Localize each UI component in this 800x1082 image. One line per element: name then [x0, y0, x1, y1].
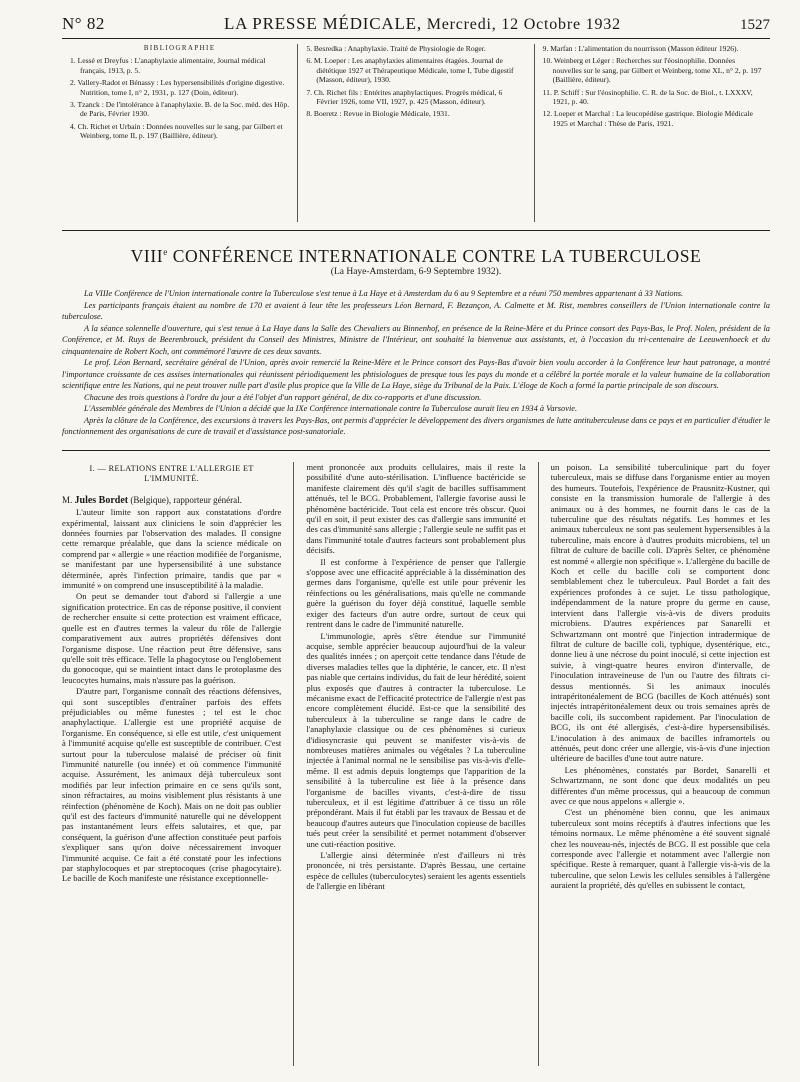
bibliography-entry: 1. Lessé et Dreyfus : L'anaphylaxie alimentaire, Journal médical français, 1913, p. 5. [70, 56, 266, 75]
section-rule-top [62, 230, 770, 231]
conference-title-text: CONFÉRENCE INTERNATIONALE CONTRE LA TUBERCULOSE [167, 246, 702, 266]
issue-date: Mercredi, 12 Octobre 1932 [426, 16, 621, 33]
page-header [62, 14, 770, 36]
bibliography-entry: 10. Weinberg et Léger : Recherches sur l'éosinophilie. Données nouvelles sur le sang, par Gilbert et Weinberg, tome XL, n° 2, p. 197 (Baillière, éditeur). [542, 56, 762, 85]
conference-intro [62, 288, 770, 438]
author-line [62, 495, 281, 506]
header-rule [62, 38, 770, 39]
article-body [62, 462, 770, 1066]
column-divider [293, 462, 294, 1066]
conference-subtitle: (La Haye-Amsterdam, 6-9 Septembre 1932). [330, 267, 502, 277]
bibliography-entry: 4. Ch. Richet et Urbain : Données nouvelles sur le sang, par Gilbert et Weinberg, tome II, p. 197 (Baillière, éditeur). [70, 121, 283, 141]
article-paragraph: L'auteur limite son rapport aux constatations d'ordre expérimental, laissant aux cliniciens le soin d'apprécier les données fournies par l'observation des malades. Il consigne cette remarque préalable, que dans la science médicale on comprend par « allergie » une réaction modifiée de l'organisme, se manifestant par une hypersensibilité à une substance déterminée, après l'infection primaire, tandis que par « immunité » on comprend une insusceptibilité à la maladie. [62, 507, 282, 591]
author-suffix: (Belgique), rapporteur général. [128, 494, 242, 505]
page-number: 1527 [740, 17, 770, 33]
bibliography-entry: 9. Marfan : L'alimentation du nourrisson (Masson éditeur 1926). [542, 44, 739, 53]
issue-number: N° 82 [62, 14, 105, 33]
section-heading: I. — RELATIONS ENTRE L'ALLERGIE ET L'IMMUNITÉ. [89, 464, 254, 484]
article-column-1 [62, 462, 281, 1066]
bibliography-heading: BIBLIOGRAPHIE [143, 45, 216, 52]
article-column-3 [551, 462, 770, 1066]
bibliography-entry: 12. Loeper et Marchal : La leucopédèse gastrique. Biologie Médicale 1925 et Marchal : Thèse de Paris, 1921. [542, 109, 753, 128]
bibliography-entry: 5. Besredka : Anaphylaxie. Traité de Physiologie de Roger. [306, 44, 486, 53]
bibliography-entry: 7. Ch. Richet fils : Entérites anaphylactiques. Progrès médical, 6 Février 1926, tome VII, 1927, p. 425 (Masson, éditeur). [306, 87, 503, 107]
bibliography-entry: 3. Tzanck : De l'intolérance à l'anaphylaxie. B. de la Soc. méd. des Hôp. de Paris, Février 1930. [70, 100, 290, 119]
conference-title-sup: e [163, 247, 168, 258]
intro-paragraph: A la séance solennelle d'ouverture, qui s'est tenue à La Haye dans la Salle des Chevaliers au Binnenhof, en présence de la Reine-Mère et du Prince consort des Pays-Bas, le Prof. Nolen, président de la Conférence, et M. Ruys de Beerenbrouck, président du Conseil des Ministres, Ministre de l'Intérieur, ont souhaité la bienvenue aux assistants, et, à l'occasion du tri-centenaire de Leeuwenhoeck et du cinquantenaire de Robert Koch, ont commémoré l'œuvre de ces deux savants. [62, 323, 770, 356]
article-paragraph: un poison. La sensibilité tuberculinique part du foyer tuberculeux, mais se diffuse dans l'organisme entier au moyen des humeurs. Toutefois, l'expérience de Prausnitz-Kustner, qui consiste en la transmission humorale de l'allergie à des animaux ou à des hommes, ne fournit dans le cas de la tuberculine que des résultats négatifs. Les hommes et les animaux tuberculeux ne sont pas seulement hypersensibles à la tuberculine, mais encore à d'autres produits microbiens, tel un filtrat de culture de bacille coli. D'après Selter, ce phénomène est nommé « allergie non spécifique ». L'allergène du bacille de Koch et celle du bacille coli se comportent donc semblablement chez le tuberculeux. Paul Bordet a fait des expériences profondes à ce sujet. Le tissu pathologique, indépendamment de la nature propre du germe en cause, intervient dans l'allergie vis-à-vis de divers produits microbiens. D'autres expériences par Sanarelli et Schwartzmann ont montré que l'injection intradermique de filtrat de culture de bacille coli, typhique, dysentérique, etc., donne lieu à une nécrose du point inoculé, si cette injection est suivie, à vingt-quatre heures environ d'intervalle, de l'inoculation intraveineuse de l'un ou l'autre des filtrats ci-dessus mentionnés. Si les animaux inoculés intrapéritonéalement de BCG (bacilles de Koch atténués) sont injectés intrapéritonéalement deux ou trois semaines après de bacille coli, ils succombent rapidement. Par l'inoculation de BCG, ils ont été allergisés, c'est-à-dire hypersensibilisés. L'inoculation à des animaux de bacilles inframortels ou atténués, peut donc créer une allergie, vis-à-vis d'une injection ultérieure de bacilles d'une tout autre nature. [550, 462, 770, 764]
intro-paragraph: L'Assemblée générale des Membres de l'Union a décidé que la IXe Conférence internationale contre la Tuberculose aurait lieu en 1934 à Varsovie. [84, 404, 578, 413]
intro-paragraph: La VIIIe Conférence de l'Union internationale contre la Tuberculose s'est tenue à La Haye et à Amsterdam du 6 au 9 Septembre et a réuni 750 membres appartenant à 33 Nations. [84, 289, 684, 298]
article-paragraph: Les phénomènes, constatés par Bordet, Sanarelli et Schwartzmann, ne sont donc que deux modalités un peu différentes d'un même processus, qui a beaucoup de commun avec ce que nous appelons « allergie ». [550, 764, 770, 806]
bibliography [62, 44, 770, 222]
article-paragraph: L'allergie ainsi déterminée n'est d'ailleurs ni très prononcée, ni très persistante. D'après Bessau, une certaine espèce de cellules (tuberculocytes) seraient les agents essentiels de l'allergie en libérant [306, 850, 526, 892]
article-paragraph: C'est un phénomène bien connu, que les animaux tuberculeux sont moins réceptifs à d'autres infections que les témoins normaux. Le même phénomène a été souvent signalé chez les nouveau-nés, injectés de BCG. Il est possible que cela corresponde avec l'allergie et notamment avec l'allergie non spécifique. Reste à remarquer, quant à l'allergie vis-à-vis de la tuberculine, que selon Lewis les cellules sensibles à l'allergène auraient la propriété, dès qu'elles en subissent le contact, [550, 807, 770, 891]
article-paragraph: D'autre part, l'organisme connaît des réactions défensives, qui sont susceptibles d'entraîner parfois des effets préjudiciables ou même funestes ; tel est le choc anaphylactique. L'allergie est une propriété acquise de l'organisme. En conséquence, si elle est utile, c'est uniquement à l'immunité acquise qu'elle est susceptible de contribuer. C'est surtout pour la tuberculose malaisé de préciser où finit l'immunité naturelle (ou innée) et où commence l'immunité acquise. Assurément, les animaux déjà tuberculeux sont modifiés par leur infection primaire en ce sens qu'ils sont, sinon réfractaires, au moins visiblement plus résistants à une réinfection (phénomène de Koch). Mais on ne doit pas oublier qu'il est des facteurs d'immunité naturelle qui ne développent pas instantanément leurs effets salutaires, et que, par conséquent, la guérison d'une affection constituée peut parfois s'expliquer sans qu'on doive nécessairement invoquer l'immunité acquise. Ce fait a été constaté pour les infections par staphylocoques et par streptocoques (crise phagocytaire). Le bacille de Koch manifeste une résistance exceptionnelle- [62, 686, 282, 884]
conference-title-prefix: VIII [130, 246, 164, 266]
section-rule-bottom [62, 450, 770, 451]
article-paragraph: Il est conforme à l'expérience de penser que l'allergie s'oppose avec une efficacité appréciable à la dissémination des germes dans l'organisme, qu'elle est utile pour prévenir les réinfections ou les généralisations, mais qu'elle ne commande guère la guérison du foyer déjà constitué, laquelle semble exiger des facteurs d'un autre ordre, surtout de ceux qui rentrent dans le cadre de l'immunité naturelle. [306, 556, 526, 630]
bibliography-entry: 11. P. Schiff : Sur l'éosinophilie. C. R. de la Soc. de Biol., t. LXXXV, 1921, p. 40. [542, 87, 753, 107]
bibliography-entry: 2. Vallery-Radot et Bénassy : Les hypersensibilités d'origine digestive. Nutrition, tome I, n° 2, 1931, p. 127 (Doin, éditeur). [70, 78, 285, 97]
intro-paragraph: Chacune des trois questions à l'ordre du jour a été l'objet d'un rapport général, de dix co-rapports et d'une discussion. [84, 392, 482, 402]
article-paragraph: ment prononcée aux produits cellulaires, mais il reste la possibilité d'une auto-stérilisation. L'influence bactéricide se manifeste clairement dès qu'il s'agit de bacilles suffisamment atténués, tel le BCG. Probablement, l'allergie favorise aussi le phénomène bactéricide. Tout cela est encore très obscur. Quoi qu'il en soit, il peut exister des cas d'allergie sans immunité et des cas d'immunité sans allergie ; l'allergie seule ne suffit pas et dans l'immunité totale d'autres facteurs sont probablement plus décisifs. [306, 462, 526, 556]
bibliography-entry: 8. Boeretz : Revue in Biologie Médicale, 1931. [306, 109, 450, 119]
bibliography-column-2 [297, 44, 533, 222]
intro-paragraph: Les participants français étaient au nombre de 170 et avaient à leur tête les professeurs Léon Bernard, F. Bezançon, A. Calmette et M. Rist, membres conseillers de l'Union internationale contre la tuberculose. [62, 300, 770, 321]
article-paragraph: On peut se demander tout d'abord si l'allergie a une signification protectrice. En cas de réponse positive, il convient de rechercher ensuite si cette protection est vraiment efficace, quelle est en d'autres termes la valeur du rôle de l'allergie comparativement aux autres propriétés défensives dont l'organisme dispose. Une réaction peut être défensive, sans qu'elle soit très efficace. Telle la phagocytose ou l'englobement du gonocoque, qui se maintient intact dans le protoplasme des leucocytes humains, mais n'assure pas la guérison. [62, 591, 282, 685]
article-paragraph: L'immunologie, après s'être étendue sur l'immunité acquise, semble apprécier beaucoup aujourd'hui de la valeur des qualités innées ; on aperçoit cette tendance dans l'étude de diverses maladies telles que la diphtérie, le cancer, etc. Il n'est pas niable que certains individus, du fait de leur hérédité, soient plus exposés que d'autres à contracter la tuberculose. Le mécanisme exact de l'efficacité protectrice de l'allergie n'est pas encore complètement élucidé. Est-ce que la sensibilité des tuberculeux à la tuberculine se range dans le cadre de l'anaphylaxie classique ou de ces phénomènes si curieux d'idiosyncrasie qui peuvent se manifester vis-à-vis de nombreuses matières animales ou végétales ? La tuberculine injectée à l'animal normal ne le sensibilise pas vis-à-vis d'elle-même. Il est admis depuis longtemps que l'apparition de la sensibilité à la tuberculine est liée à la présence dans l'organisme de bacilles vivants, c'est-à-dire de tissu tuberculeux, et il est légitime d'attribuer à ce tissu un rôle prépondérant. Mais il fut établi par les travaux de Bessau et de beaucoup d'autres auteurs que l'inoculation copieuse de bacilles tués peut créer la sensibilité et permet notamment d'observer une cuti-réaction positive. [306, 630, 526, 849]
bibliography-column-1 [62, 44, 297, 222]
author-prefix: M. [62, 494, 75, 505]
conference-title [62, 246, 770, 267]
author-name: Jules Bordet [74, 494, 129, 506]
bibliography-entry: 6. M. Loeper : Les anaphylaxies alimentaires étagées. Journal de diététique 1927 et Thérapeutique Médicale, tome I, Tube digestif (Masson, éditeur), 1930. [306, 56, 514, 85]
journal-name: LA PRESSE MÉDICALE, [223, 14, 422, 33]
intro-paragraph: Le prof. Léon Bernard, secrétaire général de l'Union, après avoir remercié la Reine-Mère et le Prince consort des Pays-Bas d'avoir bien voulu accorder à la Conférence leur haut patronage, a montré l'importance croissante de ces assises internationales qui réunissent périodiquement les phtisiologues de presque tous les pays du monde et a célébré la portée morale et la valeur humaine de la collaboration scientifique entre les Nations, qui ne peut trouver nulle part d'asile plus propice que la Ville de La Haye, siège du Tribunal de la Paix. L'éloge de Koch a formé la partie principale de son discours. [62, 358, 770, 390]
column-divider [538, 462, 539, 1066]
article-column-2 [306, 462, 525, 1066]
bibliography-column-3 [534, 44, 770, 222]
intro-paragraph: Après la clôture de la Conférence, des excursions à travers les Pays-Bas, ont permis d'apprécier le développement des divers organismes de lutte antituberculeuse dans ce pays et en particulier d'étudier le fonctionnement des organisations de cure de travail et d'assistance post-sanatoriale. [62, 415, 770, 436]
journal-title [224, 14, 621, 34]
